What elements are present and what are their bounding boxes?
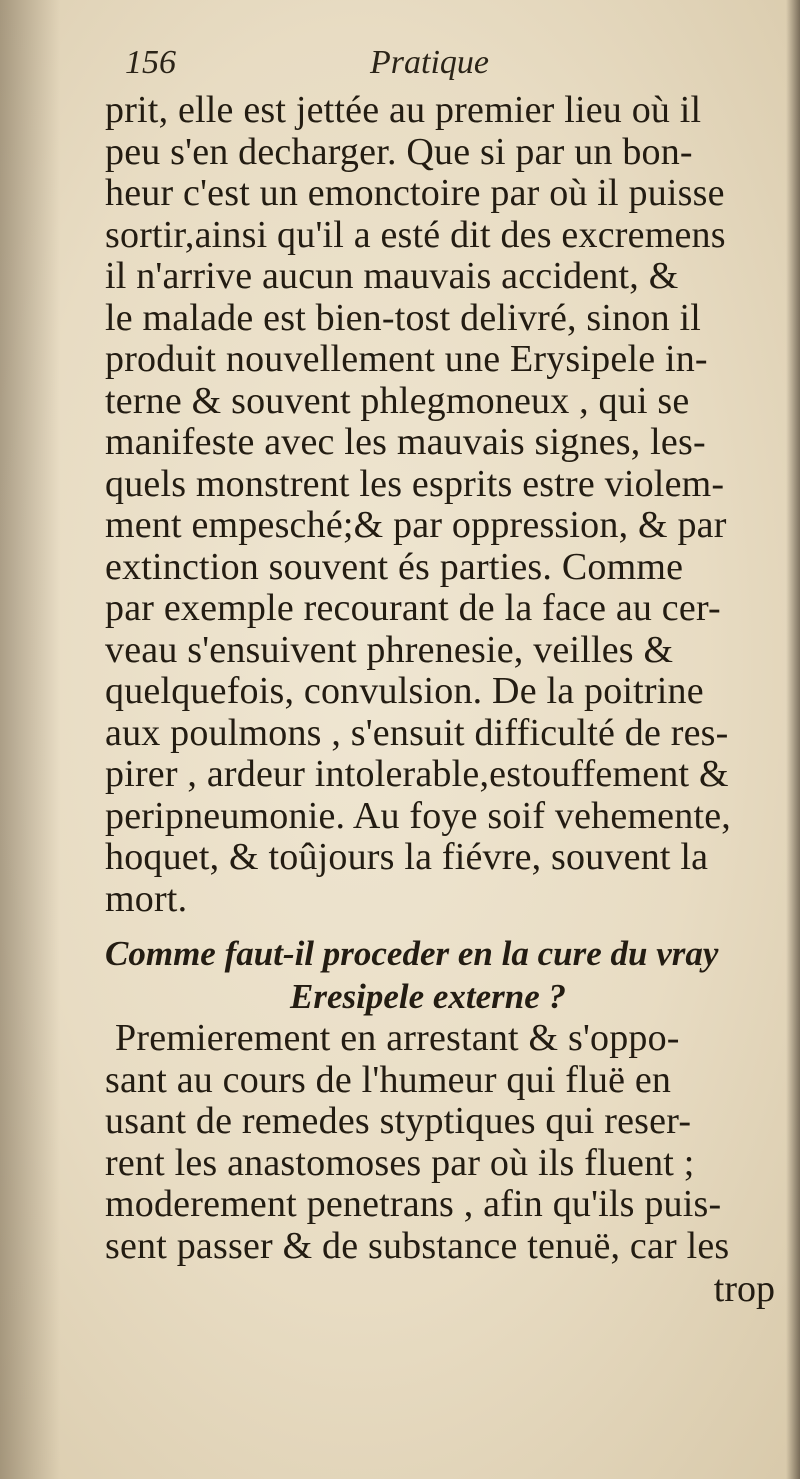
text-line: mort.: [105, 877, 188, 920]
section-heading-line-2: Eresipele externe ?: [290, 977, 567, 1016]
page-edge-shadow: [786, 0, 800, 1479]
text-line: sent passer & de substance tenuë, car les: [105, 1224, 730, 1267]
page-number: 156: [125, 44, 176, 81]
section-heading-line-1: Comme faut-il proceder en la cure du vray: [105, 934, 719, 973]
text-line: ment empesché;& par oppression, & par: [105, 504, 727, 546]
text-line: rent les anastomoses par où ils fluent ;: [105, 1141, 695, 1184]
text-line: heur c'est un emonctoire par où il puisse: [105, 172, 725, 214]
text-line: peu s'en decharger. Que si par un bon-: [105, 130, 693, 173]
text-line: aux poulmons , s'ensuit difficulté de res-: [105, 711, 729, 754]
text-line: produit nouvellement une Erysipele in-: [105, 338, 708, 380]
text-line: pirer , ardeur intolerable,estouffement &: [105, 753, 729, 795]
text-line: quels monstrent les esprits estre violem-: [105, 462, 725, 505]
text-line: le malade est bien-tost delivré, sinon il: [105, 296, 701, 339]
text-line: moderement penetrans , afin qu'ils puis-: [105, 1183, 722, 1225]
running-head: Pratique: [370, 44, 489, 81]
text-line: quelquefois, convulsion. De la poitrine: [105, 670, 704, 712]
text-block: [105, 90, 785, 1311]
page-header: [125, 44, 745, 94]
text-line: terne & souvent phlegmoneux , qui se: [105, 379, 690, 422]
text-line: sant au cours de l'humeur qui fluë en: [105, 1058, 672, 1101]
text-line: peripneumonie. Au foye soif vehemente,: [105, 794, 731, 837]
text-line: par exemple recourant de la face au cer-: [105, 587, 721, 629]
text-line: il n'arrive aucun mauvais accident, &: [105, 255, 679, 297]
catchword: trop: [713, 1268, 775, 1310]
text-line: prit, elle est jettée au premier lieu où il: [105, 89, 702, 131]
text-line: hoquet, & toûjours la fiévre, souvent la: [105, 836, 709, 878]
text-line: sortir,ainsi qu'il a esté dit des excremens: [105, 213, 726, 256]
text-line: veau s'ensuivent phrenesie, veilles &: [105, 628, 674, 671]
text-line: extinction souvent és parties. Comme: [105, 545, 684, 588]
spine-shadow: [0, 0, 60, 1479]
text-line: manifeste avec les mauvais signes, les-: [105, 421, 706, 463]
text-line: usant de remedes styptiques qui reser-: [105, 1100, 692, 1142]
text-line: Premierement en arrestant & s'oppo-: [115, 1017, 680, 1059]
